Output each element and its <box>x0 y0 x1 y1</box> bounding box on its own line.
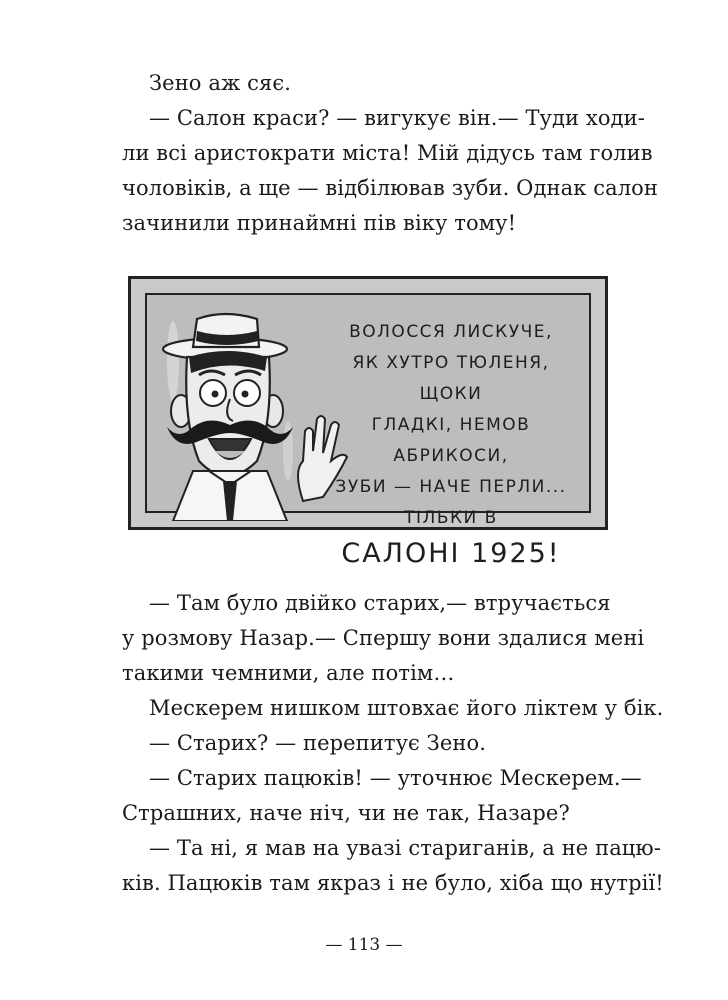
comic-illustration <box>128 276 608 569</box>
text-line: такими чемними, але потім… <box>122 661 455 685</box>
text-line: — Старих? — перепитує Зено. <box>149 731 486 755</box>
advert-line: ВОЛОССЯ ЛИСКУЧЕ, <box>349 322 553 342</box>
advert-line: ТІЛЬКИ В <box>404 508 498 528</box>
text-line: — Та ні, я мав на увазі стариганів, а не пацю- <box>149 836 661 860</box>
barber-illustration <box>153 301 353 521</box>
comic-sign <box>145 293 591 569</box>
text-line: чоловіків, а ще — відбілював зуби. Однак салон <box>122 176 658 200</box>
text-line: зачинили принаймні пів віку тому! <box>122 211 517 235</box>
advert-headline: САЛОНІ 1925! <box>341 538 561 569</box>
text-line: — Старих пацюків! — уточнює Мескерем.— <box>149 766 642 790</box>
text-line: Страшних, наче ніч, чи не так, Назаре? <box>122 801 570 825</box>
text-line: — Салон краси? — вигукує він.— Туди ходи- <box>149 106 645 130</box>
advert-line: ГЛАДКІ, НЕМОВ АБРИКОСИ, <box>371 415 531 466</box>
text-line: у розмову Назар.— Спершу вони здалися мені <box>122 626 645 650</box>
page-number: — 113 — <box>325 935 403 955</box>
advert-text <box>331 317 571 574</box>
text-line: ли всі аристократи міста! Мій дідусь там голив <box>122 141 653 165</box>
advert-line: ЗУБИ — НАЧЕ ПЕРЛИ... <box>335 477 567 497</box>
text-line: Зено аж сяє. <box>149 71 291 95</box>
advert-line: ЯК ХУТРО ТЮЛЕНЯ, ЩОКИ <box>352 353 550 404</box>
text-line: Мескерем нишком штовхає його ліктем у бік. <box>149 696 664 720</box>
text-line: — Там було двійко старих,— втручається <box>149 591 611 615</box>
text-line: ків. Пацюків там якраз і не було, хіба що нутрії! <box>122 871 664 895</box>
